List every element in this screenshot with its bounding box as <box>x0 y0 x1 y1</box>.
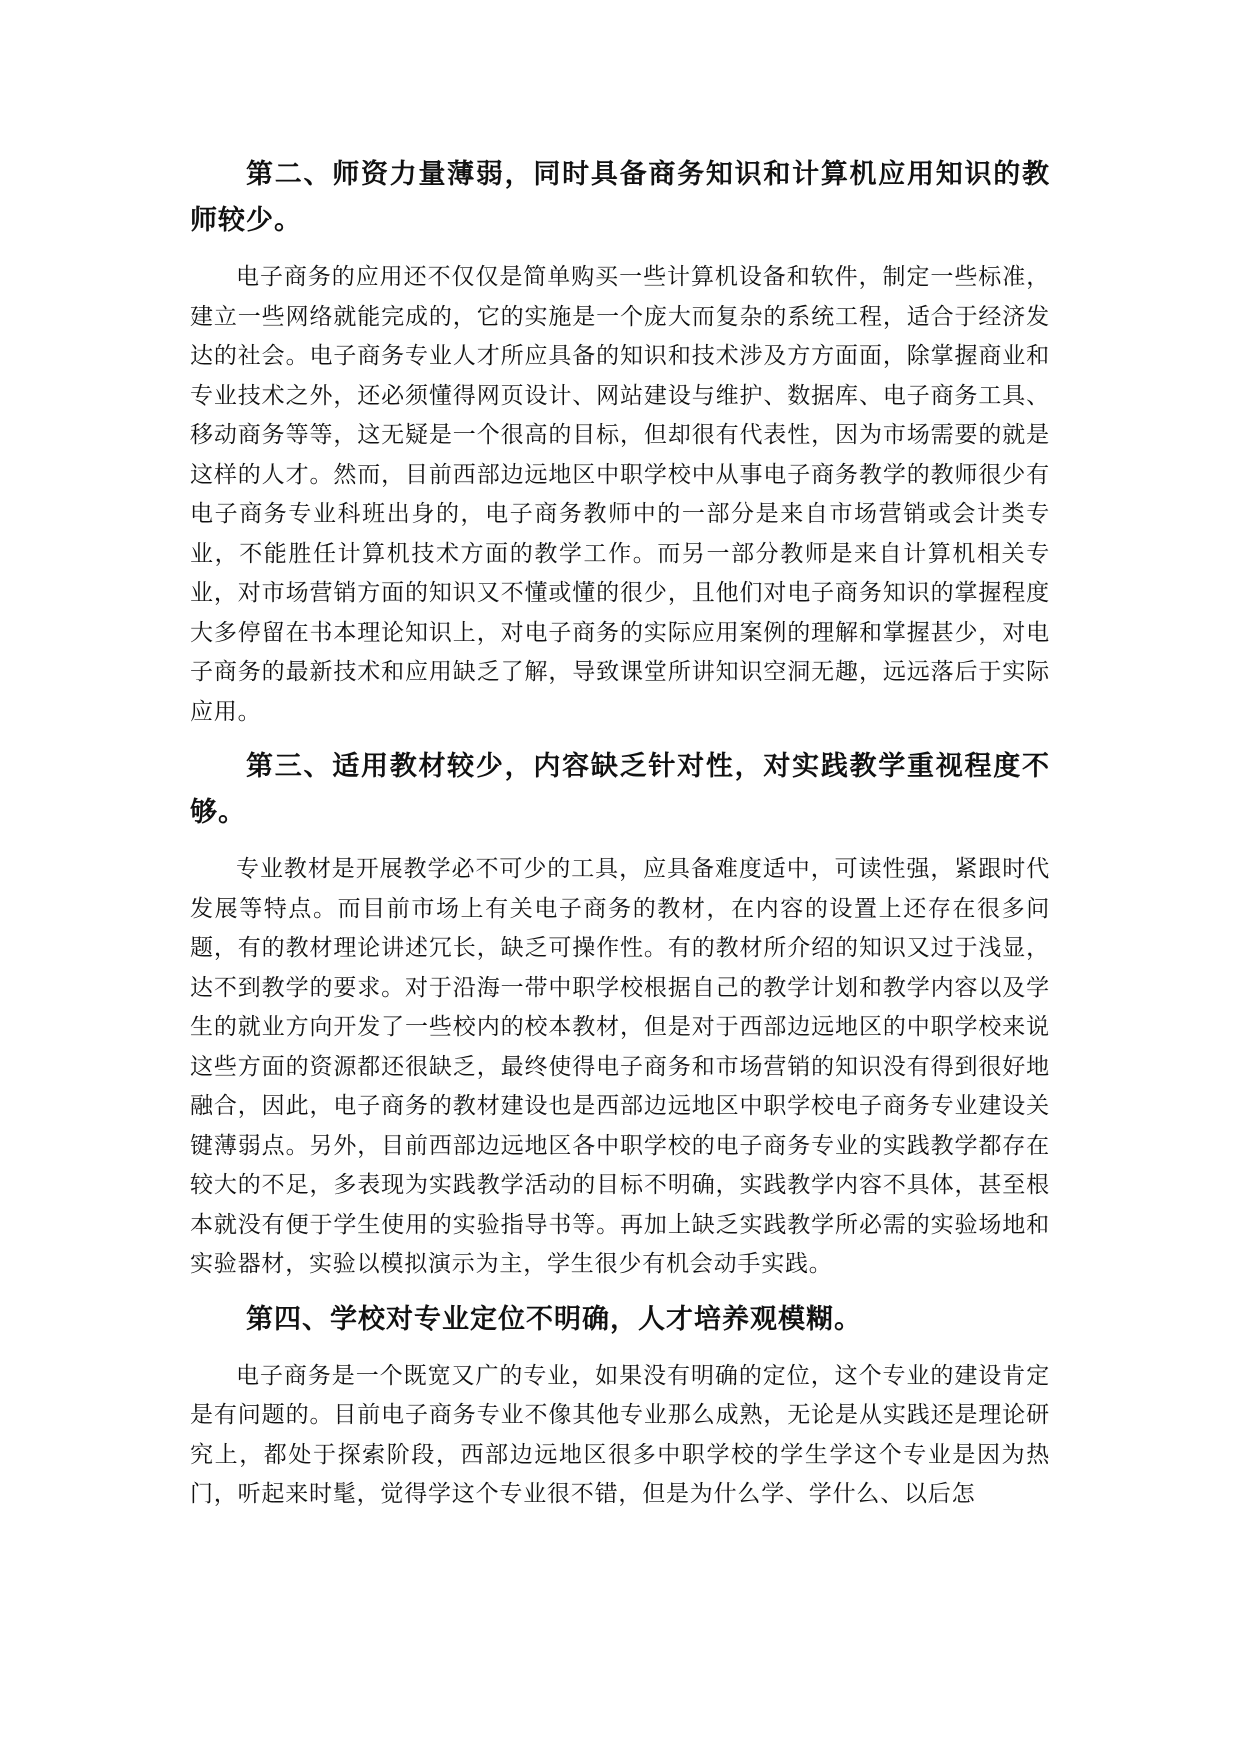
spacer <box>190 732 1050 744</box>
spacer <box>190 1285 1050 1297</box>
spacer <box>190 244 1050 258</box>
document-page <box>190 152 1050 1515</box>
spacer <box>190 1343 1050 1357</box>
section-heading-positioning: 第四、学校对专业定位不明确，人才培养观模糊。 <box>246 1303 862 1335</box>
section-heading-teachers: 第二、师资力量薄弱，同时具备商务知识和计算机应用知识的教师较少。 <box>190 159 1050 236</box>
section-body-positioning: 电子商务是一个既宽又广的专业，如果没有明确的定位，这个专业的建设肯定是有问题的。目前电子商务专业不像其他专业那么成熟，无论是从实践还是理论研究上，都处于探索阶段，西部边远地区很多中职学校的学生学这个专业是因为热门，听起来时髦，觉得学这个专业很不错，但是为什么学、学什么、以后怎 <box>190 1362 1050 1507</box>
spacer <box>190 836 1050 850</box>
section-heading-textbooks: 第三、适用教材较少，内容缺乏针对性，对实践教学重视程度不够。 <box>190 751 1050 828</box>
section-body-textbooks: 专业教材是开展教学必不可少的工具，应具备难度适中，可读性强，紧跟时代发展等特点。而目前市场上有关电子商务的教材，在内容的设置上还存在很多问题，有的教材理论讲述冗长，缺乏可操作性。有的教材所介绍的知识又过于浅显，达不到教学的要求。对于沿海一带中职学校根据自己的教学计划和教学内容以及学生的就业方向开发了一些校内的校本教材，但是对于西部边远地区的中职学校来说这些方面的资源都还很缺乏，最终使得电子商务和市场营销的知识没有得到很好地融合，因此，电子商务的教材建设也是西部边远地区中职学校电子商务专业建设关键薄弱点。另外，目前西部边远地区各中职学校的电子商务专业的实践教学都存在较大的不足，多表现为实践教学活动的目标不明确，实践教学内容不具体，甚至根本就没有便于学生使用的实验指导书等。再加上缺乏实践教学所必需的实验场地和实验器材，实验以模拟演示为主，学生很少有机会动手实践。 <box>190 856 1050 1277</box>
section-body-teachers: 电子商务的应用还不仅仅是简单购买一些计算机设备和软件，制定一些标准，建立一些网络就能完成的，它的实施是一个庞大而复杂的系统工程，适合于经济发达的社会。电子商务专业人才所应具备的知识和技术涉及方方面面，除掌握商业和专业技术之外，还必须懂得网页设计、网站建设与维护、数据库、电子商务工具、移动商务等等，这无疑是一个很高的目标，但却很有代表性，因为市场需要的就是这样的人才。然而，目前西部边远地区中职学校中从事电子商务教学的教师很少有电子商务专业科班出身的，电子商务教师中的一部分是来自市场营销或会计类专业，不能胜任计算机技术方面的教学工作。而另一部分教师是来自计算机相关专业，对市场营销方面的知识又不懂或懂的很少，且他们对电子商务知识的掌握程度大多停留在书本理论知识上，对电子商务的实际应用案例的理解和掌握甚少，对电子商务的最新技术和应用缺乏了解，导致课堂所讲知识空洞无趣，远远落后于实际应用。 <box>190 264 1050 725</box>
